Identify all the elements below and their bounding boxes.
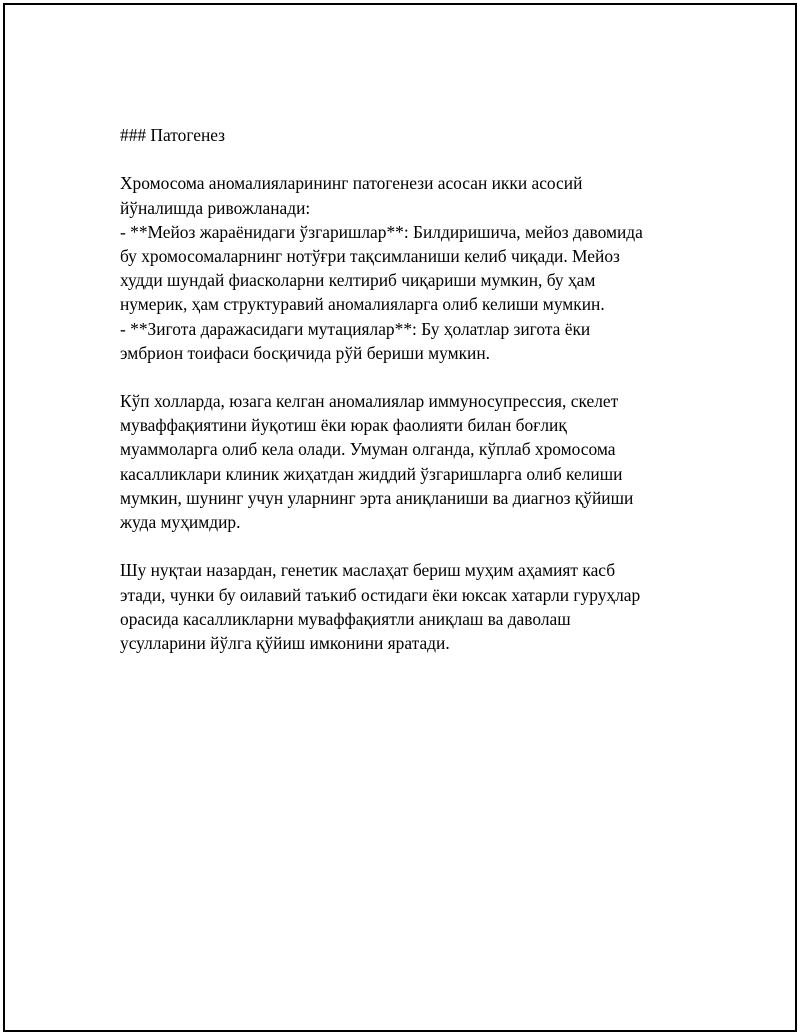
spacer xyxy=(120,534,685,558)
text-line: Шу нуқтаи назардан, генетик маслаҳат бериш муҳим аҳамият касб xyxy=(120,560,616,581)
text-line: эмбрион тоифаси босқичида рўй бериши мумкин. xyxy=(120,342,490,363)
text-line: касалликлари клиник жиҳатдан жиддий ўзгаришларга олиб келиши xyxy=(120,463,623,484)
text-line: бу хромосомаларнинг нотўғри тақсимланиши келиб чиқади. Мейоз xyxy=(120,245,620,266)
text-line: нумерик, ҳам структуравий аномалияларга олиб келиши мумкин. xyxy=(120,294,605,315)
text-line: орасида касалликларни муваффақиятли аниқлаш ва даволаш xyxy=(120,608,571,629)
spacer xyxy=(120,147,685,171)
section-heading: ### Патогенез xyxy=(120,125,226,145)
text-line: жуда муҳимдир. xyxy=(120,512,241,532)
text-line: муаммоларга олиб кела олади. Умуман олганда, кўплаб хромосома xyxy=(120,439,616,460)
text-line: усулларини йўлга қўйиш имконини яратади. xyxy=(120,632,450,653)
paragraph-genetic-counseling xyxy=(120,558,685,655)
text-line: этади, чунки бу оилавий таъкиб остидаги ёки юксак хатарли гуруҳлар xyxy=(120,584,641,605)
document-page xyxy=(3,3,797,1032)
list-item-zygote: - **Зигота даражасидаги мутациялар**: Бу ҳолатлар зигота ёки xyxy=(120,318,591,339)
document-body xyxy=(120,123,685,655)
text-line: Хромосома аномалияларининг патогенези асосан икки асосий xyxy=(120,173,583,194)
paragraph-pathogenesis xyxy=(120,171,685,365)
text-line: худди шундай фиасколарни келтириб чиқариши мумкин, бу ҳам xyxy=(120,270,596,291)
list-item-meiosis: - **Мейоз жараёнидаги ўзгаришлар**: Билдиришича, мейоз давомида xyxy=(120,221,643,242)
text-line: Кўп холларда, юзага келган аномалиялар иммуносупрессия, скелет xyxy=(120,391,619,412)
text-line: мумкин, шунинг учун уларнинг эрта аниқланиши ва диагноз қўйиши xyxy=(120,487,634,508)
spacer xyxy=(120,365,685,389)
text-line: йўналишда ривожланади: xyxy=(120,197,311,218)
text-line: муваффақиятини йуқотиш ёки юрак фаолияти билан боғлиқ xyxy=(120,415,567,436)
paragraph-consequences xyxy=(120,389,685,534)
